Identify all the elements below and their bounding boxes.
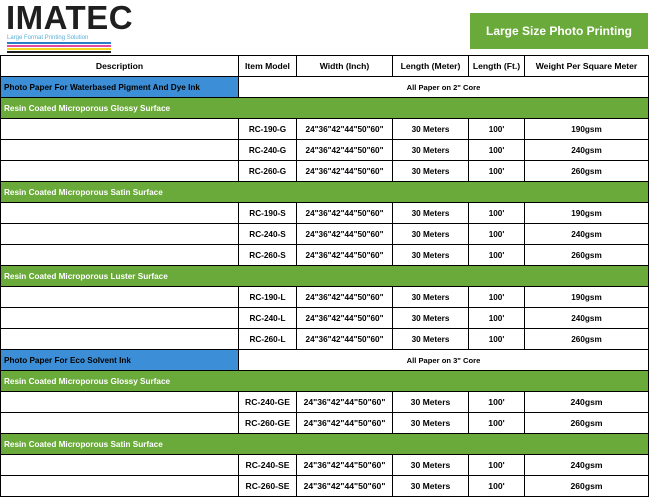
page-header: [0, 0, 650, 55]
width-cell: 24"36"42"44"50"60": [297, 161, 393, 182]
length-meter-cell: 30 Meters: [393, 329, 469, 350]
weight-cell: 190gsm: [525, 119, 649, 140]
length-ft-cell: 100': [469, 329, 525, 350]
item-model-cell: RC-240-L: [239, 308, 297, 329]
width-cell: 24"36"42"44"50"60": [297, 476, 393, 497]
length-meter-cell: 30 Meters: [393, 392, 469, 413]
weight-cell: 240gsm: [525, 140, 649, 161]
description-cell: [1, 476, 239, 497]
table-row: [1, 245, 649, 266]
length-meter-cell: 30 Meters: [393, 203, 469, 224]
description-cell: [1, 140, 239, 161]
description-cell: [1, 245, 239, 266]
table-row: [1, 308, 649, 329]
length-ft-cell: 100': [469, 476, 525, 497]
length-meter-cell: 30 Meters: [393, 413, 469, 434]
table-row: [1, 140, 649, 161]
item-model-cell: RC-260-G: [239, 161, 297, 182]
description-cell: [1, 329, 239, 350]
item-model-cell: RC-240-S: [239, 224, 297, 245]
surface-category-label: Resin Coated Microporous Satin Surface: [1, 182, 649, 203]
width-cell: 24"36"42"44"50"60": [297, 287, 393, 308]
item-model-cell: RC-260-S: [239, 245, 297, 266]
description-cell: [1, 203, 239, 224]
length-meter-cell: 30 Meters: [393, 308, 469, 329]
logo-tagline: Large Format Printing Solution: [7, 35, 89, 41]
surface-category-label: Resin Coated Microporous Glossy Surface: [1, 371, 649, 392]
width-cell: 24"36"42"44"50"60": [297, 392, 393, 413]
width-cell: 24"36"42"44"50"60": [297, 308, 393, 329]
weight-cell: 260gsm: [525, 161, 649, 182]
table-header-row: [1, 56, 649, 77]
logo-stripe: [7, 51, 111, 53]
width-cell: 24"36"42"44"50"60": [297, 140, 393, 161]
length-ft-cell: 100': [469, 455, 525, 476]
weight-cell: 240gsm: [525, 455, 649, 476]
length-ft-cell: 100': [469, 119, 525, 140]
width-cell: 24"36"42"44"50"60": [297, 455, 393, 476]
description-cell: [1, 161, 239, 182]
ink-type-label: Photo Paper For Waterbased Pigment And Dye Ink: [1, 77, 239, 98]
table-row: [1, 224, 649, 245]
width-cell: 24"36"42"44"50"60": [297, 245, 393, 266]
table-row: [1, 392, 649, 413]
header-length-meter: Length (Meter): [393, 56, 469, 77]
weight-cell: 260gsm: [525, 245, 649, 266]
header-item-model: Item Model: [239, 56, 297, 77]
item-model-cell: RC-240-SE: [239, 455, 297, 476]
item-model-cell: RC-260-SE: [239, 476, 297, 497]
table-row: [1, 455, 649, 476]
length-meter-cell: 30 Meters: [393, 455, 469, 476]
width-cell: 24"36"42"44"50"60": [297, 329, 393, 350]
table-row: [1, 476, 649, 497]
item-model-cell: RC-260-L: [239, 329, 297, 350]
ink-type-row: [1, 77, 649, 98]
surface-category-label: Resin Coated Microporous Satin Surface: [1, 434, 649, 455]
item-model-cell: RC-190-L: [239, 287, 297, 308]
surface-category-label: Resin Coated Microporous Luster Surface: [1, 266, 649, 287]
weight-cell: 240gsm: [525, 224, 649, 245]
table-row: [1, 203, 649, 224]
length-ft-cell: 100': [469, 161, 525, 182]
table-row: [1, 329, 649, 350]
surface-category-row: [1, 182, 649, 203]
length-meter-cell: 30 Meters: [393, 245, 469, 266]
description-cell: [1, 455, 239, 476]
length-ft-cell: 100': [469, 224, 525, 245]
length-ft-cell: 100': [469, 245, 525, 266]
weight-cell: 260gsm: [525, 413, 649, 434]
width-cell: 24"36"42"44"50"60": [297, 203, 393, 224]
table-row: [1, 287, 649, 308]
table-body: [1, 77, 649, 497]
table-row: [1, 119, 649, 140]
table-row: [1, 161, 649, 182]
surface-category-row: [1, 434, 649, 455]
length-meter-cell: 30 Meters: [393, 140, 469, 161]
item-model-cell: RC-190-G: [239, 119, 297, 140]
ink-type-label: Photo Paper For Eco Solvent Ink: [1, 350, 239, 371]
header-length-ft: Length (Ft.): [469, 56, 525, 77]
weight-cell: 240gsm: [525, 308, 649, 329]
logo-wordmark: IMATEC: [6, 0, 134, 36]
surface-category-row: [1, 266, 649, 287]
weight-cell: 190gsm: [525, 203, 649, 224]
weight-cell: 240gsm: [525, 392, 649, 413]
logo-color-stripes: [7, 42, 111, 54]
description-cell: [1, 287, 239, 308]
core-size-note: All Paper on 3" Core: [239, 350, 649, 371]
weight-cell: 260gsm: [525, 476, 649, 497]
length-meter-cell: 30 Meters: [393, 224, 469, 245]
surface-category-label: Resin Coated Microporous Glossy Surface: [1, 98, 649, 119]
length-ft-cell: 100': [469, 413, 525, 434]
surface-category-row: [1, 98, 649, 119]
width-cell: 24"36"42"44"50"60": [297, 413, 393, 434]
item-model-cell: RC-240-G: [239, 140, 297, 161]
core-size-note: All Paper on 2" Core: [239, 77, 649, 98]
surface-category-row: [1, 371, 649, 392]
logo-stripe: [7, 45, 111, 47]
weight-cell: 260gsm: [525, 329, 649, 350]
header-description: Description: [1, 56, 239, 77]
length-ft-cell: 100': [469, 140, 525, 161]
item-model-cell: RC-260-GE: [239, 413, 297, 434]
length-ft-cell: 100': [469, 287, 525, 308]
length-meter-cell: 30 Meters: [393, 476, 469, 497]
product-table: [0, 55, 649, 497]
description-cell: [1, 224, 239, 245]
length-meter-cell: 30 Meters: [393, 161, 469, 182]
description-cell: [1, 413, 239, 434]
length-ft-cell: 100': [469, 203, 525, 224]
logo-stripe: [7, 48, 111, 50]
header-width: Width (Inch): [297, 56, 393, 77]
item-model-cell: RC-240-GE: [239, 392, 297, 413]
width-cell: 24"36"42"44"50"60": [297, 224, 393, 245]
table-row: [1, 413, 649, 434]
length-meter-cell: 30 Meters: [393, 119, 469, 140]
description-cell: [1, 119, 239, 140]
logo-stripe: [7, 42, 111, 44]
ink-type-row: [1, 350, 649, 371]
description-cell: [1, 392, 239, 413]
description-cell: [1, 308, 239, 329]
header-weight: Weight Per Square Meter: [525, 56, 649, 77]
weight-cell: 190gsm: [525, 287, 649, 308]
length-ft-cell: 100': [469, 308, 525, 329]
length-ft-cell: 100': [469, 392, 525, 413]
imatec-logo: [6, 0, 134, 52]
title-banner: Large Size Photo Printing: [470, 13, 648, 49]
item-model-cell: RC-190-S: [239, 203, 297, 224]
length-meter-cell: 30 Meters: [393, 287, 469, 308]
width-cell: 24"36"42"44"50"60": [297, 119, 393, 140]
